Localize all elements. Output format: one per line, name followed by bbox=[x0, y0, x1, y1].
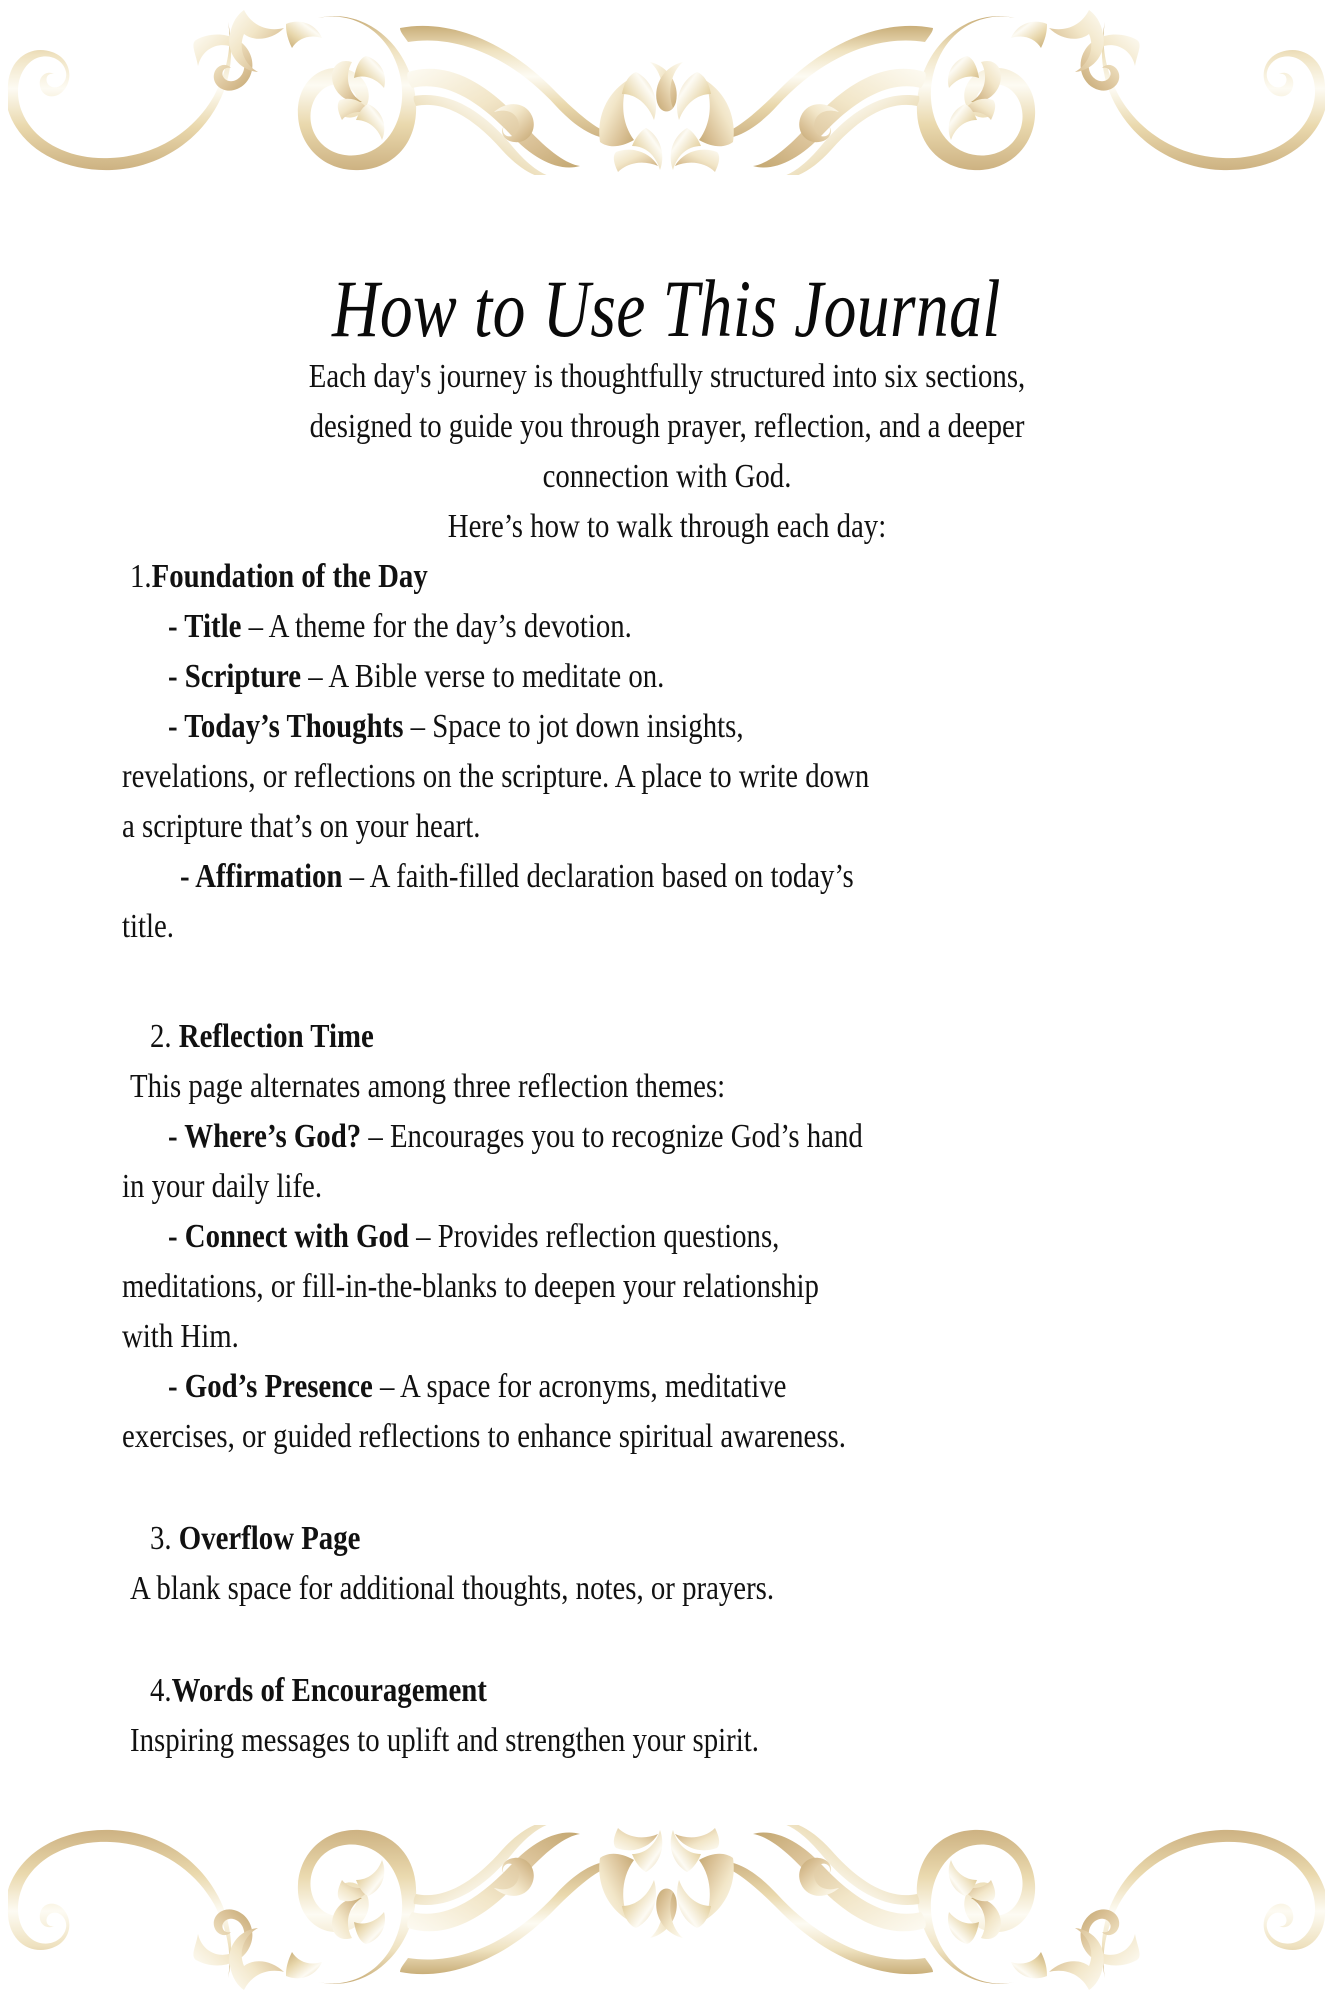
section-3-heading bbox=[122, 1514, 1212, 1564]
section-3-name: Overflow Page bbox=[178, 1520, 361, 1557]
item-label-gods-presence: God’s Presence bbox=[184, 1368, 373, 1405]
item-label-scripture: Scripture bbox=[184, 658, 302, 695]
section-1-heading bbox=[122, 552, 1212, 602]
section-2-item-connect-with-god-cont-2: with Him. bbox=[122, 1318, 239, 1355]
section-1-item-affirmation-cont: title. bbox=[122, 908, 175, 945]
bullet-dash-icon: - bbox=[168, 1118, 185, 1155]
section-4-heading bbox=[122, 1666, 1212, 1716]
intro-line-4: Here’s how to walk through each day: bbox=[447, 508, 887, 545]
section-spacer-1 bbox=[122, 952, 1212, 1012]
bullet-dash-icon: - bbox=[180, 858, 196, 895]
instructions-body bbox=[122, 352, 1212, 1766]
item-text-affirmation: – A faith-filled declaration based on today’s bbox=[342, 858, 854, 895]
section-spacer-3 bbox=[122, 1614, 1212, 1666]
intro-line-3: connection with God. bbox=[542, 458, 792, 495]
section-1-item-todays-thoughts bbox=[122, 702, 1212, 752]
section-1-number: 1. bbox=[130, 558, 152, 595]
item-text-scripture: – A Bible verse to meditate on. bbox=[301, 658, 665, 695]
bullet-dash-icon: - bbox=[168, 1368, 185, 1405]
item-label-title: Title bbox=[184, 608, 242, 645]
section-2-lead: This page alternates among three reflection themes: bbox=[130, 1068, 726, 1105]
section-2-item-gods-presence bbox=[122, 1362, 1212, 1412]
intro-line-1: Each day's journey is thoughtfully structured into six sections, bbox=[308, 358, 1026, 395]
item-text-connect-with-god: – Provides reflection questions, bbox=[408, 1218, 780, 1255]
section-1-item-todays-thoughts-cont-1: revelations, or reflections on the scripture. A place to write down bbox=[122, 758, 870, 795]
item-text-gods-presence: – A space for acronyms, meditative bbox=[372, 1368, 787, 1405]
item-label-wheres-god: Where’s God? bbox=[184, 1118, 362, 1155]
section-2-name: Reflection Time bbox=[178, 1018, 374, 1055]
section-2-item-connect-with-god-cont-1: meditations, or fill-in-the-blanks to deepen your relationship bbox=[122, 1268, 819, 1305]
section-4-name: Words of Encouragement bbox=[171, 1672, 487, 1709]
bullet-dash-icon: - bbox=[168, 608, 185, 645]
item-label-connect-with-god: Connect with God bbox=[184, 1218, 409, 1255]
item-label-affirmation: Affirmation bbox=[195, 858, 343, 895]
section-spacer-2 bbox=[122, 1462, 1212, 1514]
intro-line-2: designed to guide you through prayer, reflection, and a deeper bbox=[309, 408, 1025, 445]
section-2-item-gods-presence-cont: exercises, or guided reflections to enhance spiritual awareness. bbox=[122, 1418, 846, 1455]
section-2-item-wheres-god bbox=[122, 1112, 1212, 1162]
section-2-item-connect-with-god bbox=[122, 1212, 1212, 1262]
section-4-lead: Inspiring messages to uplift and strengthen your spirit. bbox=[130, 1722, 759, 1759]
section-2-heading bbox=[122, 1012, 1212, 1062]
bullet-dash-icon: - bbox=[168, 708, 185, 745]
item-label-todays-thoughts: Today’s Thoughts bbox=[184, 708, 404, 745]
page-title: How to Use This Journal bbox=[332, 262, 1001, 354]
section-2-item-wheres-god-cont: in your daily life. bbox=[122, 1168, 323, 1205]
section-2-number: 2. bbox=[150, 1018, 172, 1055]
section-1-item-todays-thoughts-cont-2: a scripture that’s on your heart. bbox=[122, 808, 481, 845]
section-1-item-scripture bbox=[122, 652, 1212, 702]
section-1-name: Foundation of the Day bbox=[151, 558, 428, 595]
section-3-number: 3. bbox=[150, 1520, 172, 1557]
section-4-number: 4. bbox=[150, 1672, 172, 1709]
section-3-lead: A blank space for additional thoughts, notes, or prayers. bbox=[130, 1570, 775, 1607]
bullet-dash-icon: - bbox=[168, 658, 185, 695]
item-text-todays-thoughts: – Space to jot down insights, bbox=[403, 708, 744, 745]
section-1-item-affirmation bbox=[122, 852, 1212, 902]
section-1-item-title bbox=[122, 602, 1212, 652]
item-text-wheres-god: – Encourages you to recognize God’s hand bbox=[361, 1118, 863, 1155]
item-text-title: – A theme for the day’s devotion. bbox=[241, 608, 632, 645]
bullet-dash-icon: - bbox=[168, 1218, 185, 1255]
